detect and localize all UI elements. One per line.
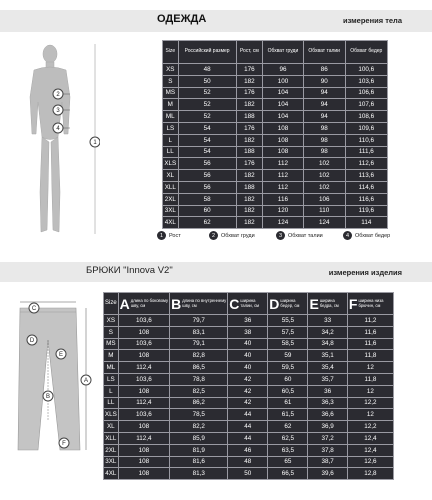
table-row <box>104 373 394 385</box>
value-cell: 108 <box>263 134 304 146</box>
value-cell: 81,3 <box>170 468 228 480</box>
size-cell: ML <box>104 362 119 374</box>
pants-size-table <box>103 292 394 480</box>
value-cell: 60 <box>268 373 308 385</box>
size-cell: XLS <box>104 409 119 421</box>
value-cell: 56 <box>178 181 236 193</box>
legend-waist <box>276 231 323 240</box>
pants-section-header <box>0 262 432 282</box>
column-header <box>228 293 268 315</box>
table-row <box>163 205 388 217</box>
value-cell: 85,9 <box>170 432 228 444</box>
value-cell: 40 <box>228 350 268 362</box>
size-cell: XS <box>104 315 119 327</box>
value-cell: 50 <box>178 75 236 87</box>
size-cell: 3XL <box>163 205 179 217</box>
value-cell: 120 <box>263 205 304 217</box>
column-letter: B <box>171 295 182 312</box>
value-cell: 11,6 <box>347 338 393 350</box>
value-cell: 63,5 <box>268 444 308 456</box>
size-cell: ML <box>163 111 179 123</box>
value-cell: 48 <box>178 64 236 76</box>
value-cell: 60,5 <box>268 385 308 397</box>
legend-label: Рост <box>169 232 181 239</box>
value-cell: 104 <box>263 99 304 111</box>
svg-text:1: 1 <box>93 140 97 146</box>
size-cell: LS <box>104 373 119 385</box>
value-cell: 54 <box>178 134 236 146</box>
table-row <box>104 444 394 456</box>
value-cell: 38,7 <box>308 456 347 468</box>
value-cell: 40 <box>228 338 268 350</box>
value-cell: 182 <box>236 205 262 217</box>
size-cell: 2XL <box>163 193 179 205</box>
value-cell: 113,6 <box>345 170 387 182</box>
marker-thigh-width <box>56 349 66 359</box>
column-header <box>347 293 393 315</box>
column-header: Рост, см <box>236 41 262 64</box>
svg-text:B: B <box>45 394 51 400</box>
value-cell: 114 <box>345 217 387 229</box>
value-cell: 188 <box>236 146 262 158</box>
table-row <box>104 315 394 327</box>
value-cell: 42 <box>228 373 268 385</box>
value-cell: 78,8 <box>170 373 228 385</box>
value-cell: 35,1 <box>308 350 347 362</box>
value-cell: 176 <box>236 87 262 99</box>
body-size-table <box>162 40 388 229</box>
value-cell: 12 <box>347 409 393 421</box>
value-cell: 12,2 <box>347 421 393 433</box>
size-cell: 4XL <box>104 468 119 480</box>
table-row <box>163 75 388 87</box>
marker-hips <box>53 123 63 133</box>
value-cell: 112 <box>263 181 304 193</box>
value-cell: 52 <box>178 111 236 123</box>
value-cell: 57,5 <box>268 326 308 338</box>
legend-number: 1 <box>157 231 166 240</box>
table-row <box>163 181 388 193</box>
value-cell: 35,4 <box>308 362 347 374</box>
value-cell: 52 <box>178 87 236 99</box>
legend-number: 2 <box>209 231 218 240</box>
value-cell: 114,6 <box>345 181 387 193</box>
value-cell: 182 <box>236 170 262 182</box>
column-description: ширина бедра, см <box>319 297 339 308</box>
table-row <box>104 432 394 444</box>
value-cell: 44 <box>228 432 268 444</box>
value-cell: 103,6 <box>118 315 169 327</box>
table-header-row <box>104 293 394 315</box>
value-cell: 108,6 <box>345 111 387 123</box>
column-header: Обхват бедер <box>345 41 387 64</box>
value-cell: 59,5 <box>268 362 308 374</box>
value-cell: 12 <box>347 362 393 374</box>
value-cell: 103,6 <box>118 373 169 385</box>
column-description: длина по боковому шву, см <box>130 297 169 308</box>
value-cell: 12 <box>347 385 393 397</box>
table-row <box>104 338 394 350</box>
table-row <box>163 122 388 134</box>
marker-waist <box>53 105 63 115</box>
value-cell: 112,4 <box>118 362 169 374</box>
column-header: Обхват талии <box>303 41 345 64</box>
size-cell: XL <box>104 421 119 433</box>
legend-chest <box>209 231 255 240</box>
column-letter: C <box>229 295 240 312</box>
value-cell: 116 <box>263 193 304 205</box>
value-cell: 98 <box>303 134 345 146</box>
value-cell: 102 <box>303 181 345 193</box>
value-cell: 108 <box>118 456 169 468</box>
value-cell: 61 <box>268 397 308 409</box>
value-cell: 66,5 <box>268 468 308 480</box>
value-cell: 108 <box>118 421 169 433</box>
value-cell: 100 <box>263 75 304 87</box>
svg-text:3: 3 <box>56 108 60 114</box>
column-header <box>118 293 169 315</box>
column-letter: F <box>348 295 358 312</box>
column-header: Российский размер <box>178 41 236 64</box>
size-cell: XLL <box>104 432 119 444</box>
value-cell: 12,4 <box>347 432 393 444</box>
table-row <box>163 146 388 158</box>
value-cell: 119,6 <box>345 205 387 217</box>
svg-text:D: D <box>29 338 35 344</box>
value-cell: 116,6 <box>345 193 387 205</box>
legend-number: 3 <box>276 231 285 240</box>
size-cell: LL <box>163 146 179 158</box>
value-cell: 44 <box>228 409 268 421</box>
marker-chest <box>53 89 63 99</box>
value-cell: 36,6 <box>308 409 347 421</box>
value-cell: 12,8 <box>347 468 393 480</box>
value-cell: 108 <box>118 385 169 397</box>
value-cell: 60 <box>178 205 236 217</box>
size-cell: XS <box>163 64 179 76</box>
value-cell: 81,6 <box>170 456 228 468</box>
svg-text:E: E <box>58 352 64 358</box>
size-cell: MS <box>163 87 179 99</box>
legend-hips <box>343 231 390 240</box>
value-cell: 36 <box>308 385 347 397</box>
value-cell: 108 <box>118 468 169 480</box>
value-cell: 59 <box>268 350 308 362</box>
value-cell: 108 <box>118 326 169 338</box>
clothing-section-header <box>0 10 432 32</box>
clothing-section-title: ОДЕЖДА <box>157 13 207 25</box>
column-header: Size <box>104 293 119 315</box>
value-cell: 82,2 <box>170 421 228 433</box>
value-cell: 54 <box>178 122 236 134</box>
size-cell: XL <box>163 170 179 182</box>
value-cell: 44 <box>228 421 268 433</box>
value-cell: 94 <box>303 87 345 99</box>
column-header: Обхват груди <box>263 41 304 64</box>
table-row <box>104 421 394 433</box>
column-letter: E <box>309 295 319 312</box>
value-cell: 61,5 <box>268 409 308 421</box>
marker-height <box>90 137 100 147</box>
value-cell: 86 <box>303 64 345 76</box>
value-cell: 182 <box>236 193 262 205</box>
table-row <box>104 468 394 480</box>
value-cell: 34,2 <box>308 326 347 338</box>
value-cell: 12,6 <box>347 456 393 468</box>
value-cell: 36,3 <box>308 397 347 409</box>
value-cell: 36,9 <box>308 421 347 433</box>
value-cell: 78,5 <box>170 409 228 421</box>
pants-section-title: БРЮКИ "Innova V2" <box>86 265 173 276</box>
column-description: ширина талии, см <box>240 297 260 308</box>
table-header-row <box>163 41 388 64</box>
value-cell: 62,5 <box>268 432 308 444</box>
value-cell: 37,8 <box>308 444 347 456</box>
column-letter: D <box>269 295 280 312</box>
legend-label: Обхват талии <box>288 232 323 239</box>
value-cell: 104 <box>263 111 304 123</box>
value-cell: 110,6 <box>345 134 387 146</box>
value-cell: 58 <box>178 193 236 205</box>
size-cell: 4XL <box>163 217 179 229</box>
value-cell: 65 <box>268 456 308 468</box>
table-row <box>163 217 388 229</box>
column-header: Size <box>163 41 179 64</box>
table-row <box>163 158 388 170</box>
value-cell: 94 <box>303 99 345 111</box>
value-cell: 94 <box>303 111 345 123</box>
pants-figure <box>14 300 94 452</box>
value-cell: 182 <box>236 99 262 111</box>
svg-text:F: F <box>62 441 66 447</box>
value-cell: 81,9 <box>170 444 228 456</box>
value-cell: 182 <box>236 134 262 146</box>
human-body-figure <box>20 42 100 240</box>
column-header <box>268 293 308 315</box>
column-header <box>170 293 228 315</box>
value-cell: 62 <box>268 421 308 433</box>
svg-text:4: 4 <box>56 126 60 132</box>
value-cell: 11,2 <box>347 315 393 327</box>
value-cell: 112,4 <box>118 397 169 409</box>
value-cell: 188 <box>236 111 262 123</box>
value-cell: 56 <box>178 170 236 182</box>
value-cell: 12,2 <box>347 397 393 409</box>
table-row <box>104 326 394 338</box>
size-cell: 3XL <box>104 456 119 468</box>
value-cell: 100,6 <box>345 64 387 76</box>
value-cell: 11,8 <box>347 350 393 362</box>
value-cell: 79,7 <box>170 315 228 327</box>
value-cell: 109,6 <box>345 122 387 134</box>
value-cell: 35,7 <box>308 373 347 385</box>
size-cell: S <box>104 326 119 338</box>
svg-text:2: 2 <box>56 92 60 98</box>
marker-side-length <box>81 375 91 385</box>
value-cell: 106 <box>303 193 345 205</box>
value-cell: 103,6 <box>118 338 169 350</box>
value-cell: 33 <box>308 315 347 327</box>
column-description: ширина бедер, см <box>280 297 300 308</box>
column-description: ширина низа брючин, см <box>358 297 384 308</box>
value-cell: 111,6 <box>345 146 387 158</box>
column-description: длина по внутреннему шву, см <box>182 297 227 308</box>
marker-hem-width <box>59 438 69 448</box>
value-cell: 11,8 <box>347 373 393 385</box>
table-row <box>163 134 388 146</box>
value-cell: 52 <box>178 99 236 111</box>
table-row <box>104 456 394 468</box>
value-cell: 108 <box>263 122 304 134</box>
value-cell: 182 <box>236 75 262 87</box>
value-cell: 86,2 <box>170 397 228 409</box>
size-cell: M <box>104 350 119 362</box>
size-cell: XLL <box>163 181 179 193</box>
value-cell: 108 <box>263 146 304 158</box>
value-cell: 124 <box>303 217 345 229</box>
table-row <box>104 385 394 397</box>
value-cell: 188 <box>236 181 262 193</box>
value-cell: 55,5 <box>268 315 308 327</box>
size-cell: M <box>163 99 179 111</box>
value-cell: 36 <box>228 315 268 327</box>
value-cell: 50 <box>228 468 268 480</box>
svg-text:C: C <box>31 306 37 312</box>
size-cell: LL <box>104 397 119 409</box>
size-cell: XLS <box>163 158 179 170</box>
value-cell: 182 <box>236 217 262 229</box>
value-cell: 103,6 <box>118 409 169 421</box>
svg-text:A: A <box>83 378 89 384</box>
value-cell: 79,1 <box>170 338 228 350</box>
value-cell: 42 <box>228 385 268 397</box>
legend-label: Обхват бедер <box>355 232 391 239</box>
legend-height <box>157 231 181 240</box>
value-cell: 98 <box>303 146 345 158</box>
value-cell: 106,6 <box>345 87 387 99</box>
value-cell: 82,5 <box>170 385 228 397</box>
value-cell: 46 <box>228 444 268 456</box>
table-row <box>163 193 388 205</box>
table-row <box>104 409 394 421</box>
size-cell: L <box>163 134 179 146</box>
legend-label: Обхват груди <box>221 232 255 239</box>
value-cell: 82,8 <box>170 350 228 362</box>
value-cell: 12,4 <box>347 444 393 456</box>
value-cell: 102 <box>303 170 345 182</box>
size-cell: LS <box>163 122 179 134</box>
value-cell: 48 <box>228 456 268 468</box>
value-cell: 38 <box>228 326 268 338</box>
value-cell: 176 <box>236 158 262 170</box>
marker-hip-width <box>27 335 37 345</box>
value-cell: 58,5 <box>268 338 308 350</box>
value-cell: 112 <box>263 158 304 170</box>
table-row <box>104 362 394 374</box>
value-cell: 108 <box>118 350 169 362</box>
size-cell: 2XL <box>104 444 119 456</box>
size-cell: L <box>104 385 119 397</box>
value-cell: 54 <box>178 146 236 158</box>
value-cell: 110 <box>303 205 345 217</box>
value-cell: 176 <box>236 64 262 76</box>
size-cell: S <box>163 75 179 87</box>
value-cell: 90 <box>303 75 345 87</box>
value-cell: 56 <box>178 158 236 170</box>
size-cell: MS <box>104 338 119 350</box>
value-cell: 176 <box>236 122 262 134</box>
column-header <box>308 293 347 315</box>
value-cell: 107,6 <box>345 99 387 111</box>
legend-number: 4 <box>343 231 352 240</box>
product-measurements-label: измерения изделия <box>328 268 402 277</box>
table-row <box>104 350 394 362</box>
body-measurements-label: измерения тела <box>342 16 402 25</box>
value-cell: 112,4 <box>118 432 169 444</box>
column-letter: A <box>119 295 130 312</box>
value-cell: 83,1 <box>170 326 228 338</box>
table-row <box>163 111 388 123</box>
value-cell: 39,6 <box>308 468 347 480</box>
table-row <box>163 170 388 182</box>
value-cell: 40 <box>228 362 268 374</box>
value-cell: 104 <box>263 87 304 99</box>
value-cell: 86,5 <box>170 362 228 374</box>
value-cell: 98 <box>303 122 345 134</box>
value-cell: 103,6 <box>345 75 387 87</box>
value-cell: 108 <box>118 444 169 456</box>
value-cell: 37,2 <box>308 432 347 444</box>
table-row <box>163 99 388 111</box>
value-cell: 124 <box>263 217 304 229</box>
table-row <box>163 87 388 99</box>
marker-inseam-length <box>43 391 53 401</box>
value-cell: 102 <box>303 158 345 170</box>
value-cell: 96 <box>263 64 304 76</box>
value-cell: 42 <box>228 397 268 409</box>
value-cell: 62 <box>178 217 236 229</box>
value-cell: 112,6 <box>345 158 387 170</box>
value-cell: 34,8 <box>308 338 347 350</box>
table-row <box>104 397 394 409</box>
value-cell: 112 <box>263 170 304 182</box>
marker-waist-width <box>29 303 39 313</box>
table-row <box>163 64 388 76</box>
value-cell: 11,6 <box>347 326 393 338</box>
